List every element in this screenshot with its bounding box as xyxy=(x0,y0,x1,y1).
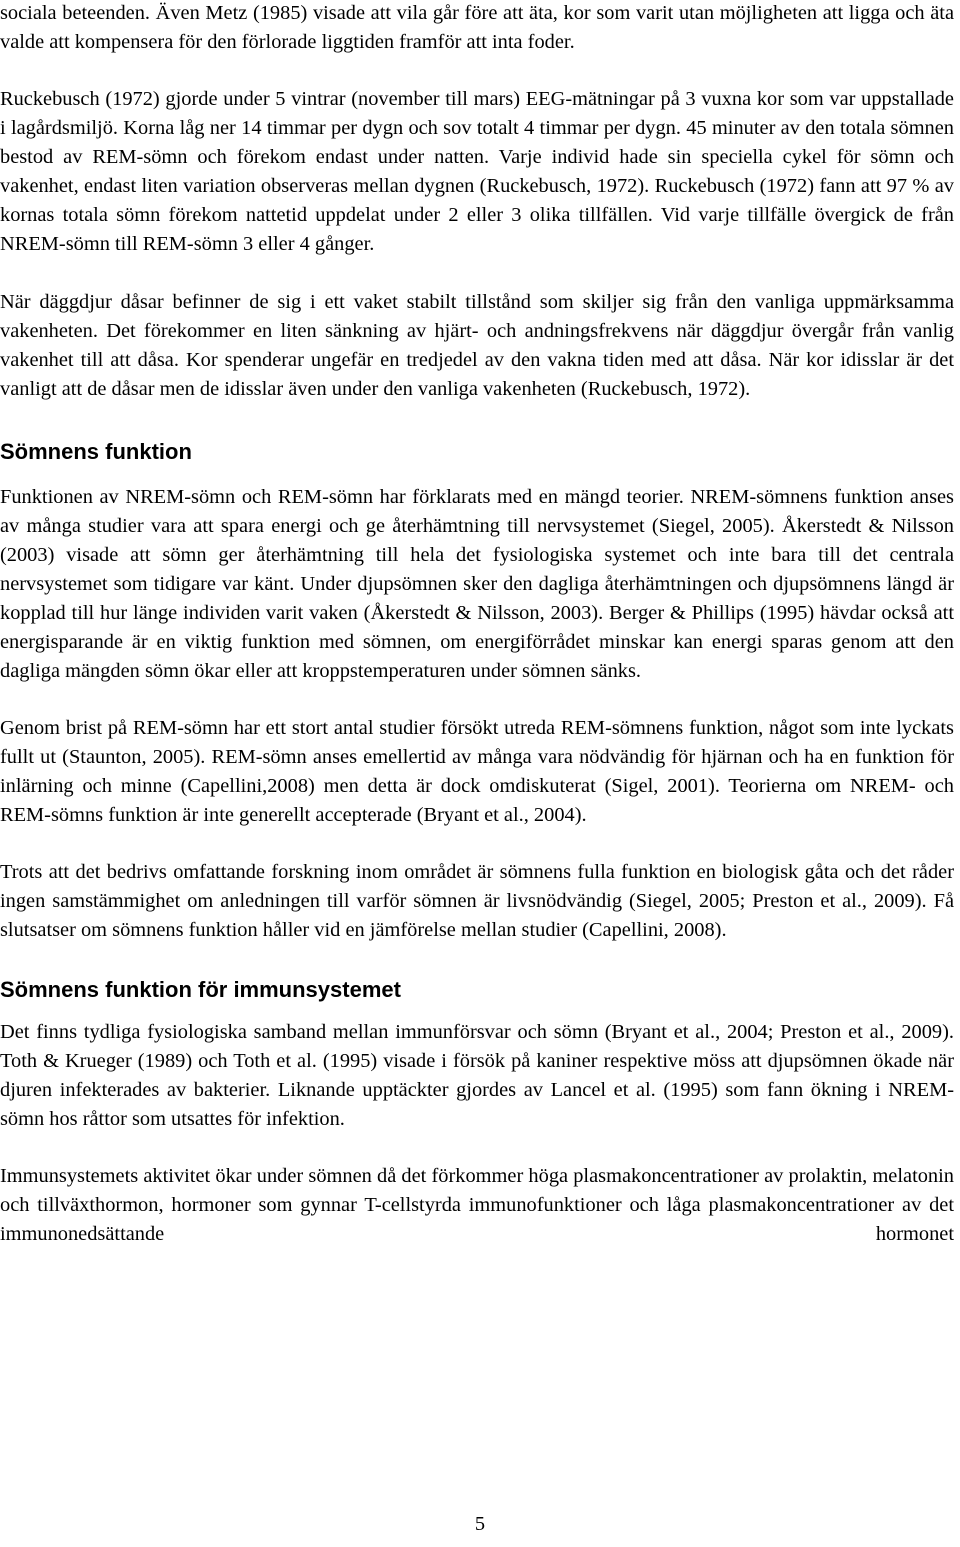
paragraph-dasar: När däggdjur dåsar befinner de sig i ett vaket stabilt tillstånd som skiljer sig från den vanliga uppmärksamma vakenheten. Det förekommer en liten sänkning av hjärt- och andningsfrekvens när däggdjur övergår från vanlig vakenhet till att dåsa. Kor spenderar ungefär en tredjedel av den vakna tiden med att dåsa. När kor idisslar är det vanligt att de dåsar men de idisslar även under den vanliga vakenheten (Ruckebusch, 1972). xyxy=(0,291,954,400)
paragraph-immunsystemets-aktivitet: Immunsystemets aktivitet ökar under sömnen då det förkommer höga plasmakoncentrationer av prolaktin, melatonin och tillväxthormon, hormoner som gynnar T-cellstyrda immunofunktioner och låga plasmakoncentrationer av det immunonedsättande hormonet xyxy=(0,1165,954,1245)
heading-immunsystemet: Sömnens funktion för immunsystemet xyxy=(0,977,401,1002)
page-number: 5 xyxy=(474,1513,486,1535)
paragraph-immunforsvar: Det finns tydliga fysiologiska samband mellan immunförsvar och sömn (Bryant et al., 2004; Preston et al., 2009). Toth & Krueger (1989) och Toth et al. (1995) visade i försök på kaniner respektive möss att djupsömnen ökade när djuren infekterades av bakterier. Liknande upptäckter gjordes av Lancel et al. (1995) som fann ökning i NREM-sömn hos råttor som utsattes för infektion. xyxy=(0,1021,954,1130)
paragraph-nrem-rem-funktion: Funktionen av NREM-sömn och REM-sömn har förklarats med en mängd teorier. NREM-sömnens funktion anses av många studier vara att spara energi och ge återhämtning till nervsystemet (Siegel, 2005). Åkerstedt & Nilsson (2003) visade att sömn ger återhämtning till hela det fysiologiska systemet och inte bara till det centrala nervsystemet som tidigare var känt. Under djupsömnen sker den dagliga återhämtningen och djupsömnens längd är kopplad till hur länge individen varit vaken (Åkerstedt & Nilsson, 2003). Berger & Phillips (1995) hävdar också att energisparande är en viktig funktion med sömnen, om energiförrådet minskar kan energi sparas genom att den dagliga mängden sömn ökar eller att kroppstemperaturen under sömnen sänks. xyxy=(0,486,954,682)
paragraph-metz: sociala beteenden. Även Metz (1985) visade att vila går före att äta, kor som varit utan möjligheten att ligga och äta valde att kompensera för den förlorade liggtiden framför att inta foder. xyxy=(0,2,954,53)
heading-somnens-funktion: Sömnens funktion xyxy=(0,439,192,464)
paragraph-biologisk-gata: Trots att det bedrivs omfattande forskning inom området är sömnens fulla funktion en biologisk gåta och det råder ingen samstämmighet om anledningen till varför sömnen är livsnödvändig (Siegel, 2005; Preston et al., 2009). Få slutsatser om sömnens funktion håller vid en jämförelse mellan studier (Capellini, 2008). xyxy=(0,861,954,941)
paragraph-ruckebusch-eeg: Ruckebusch (1972) gjorde under 5 vintrar (november till mars) EEG-mätningar på 3 vuxna kor som var uppstallade i lagårdsmiljö. Korna låg ner 14 timmar per dygn och sov totalt 4 timmar per dygn. 45 minuter av den totala sömnen bestod av REM-sömn och förekom endast under natten. Varje individ hade sin speciella cykel för sömn och vakenhet, endast liten variation observeras mellan dygnen (Ruckebusch, 1972). Ruckebusch (1972) fann att 97 % av kornas totala sömn förekom nattetid uppdelat under 2 eller 3 olika tillfällen. Vid varje tillfälle övergick de från NREM-sömn till REM-sömn 3 eller 4 gånger. xyxy=(0,88,954,255)
paragraph-rem-brist: Genom brist på REM-sömn har ett stort antal studier försökt utreda REM-sömnens funktion, något som inte lyckats fullt ut (Staunton, 2005). REM-sömn anses emellertid av många vara nödvändig för hjärnan och ha en funktion för inlärning och minne (Capellini,2008) men detta är dock omdiskuterat (Sigel, 2001). Teorierna om NREM- och REM-sömns funktion är inte generellt accepterade (Bryant et al., 2004). xyxy=(0,717,954,826)
